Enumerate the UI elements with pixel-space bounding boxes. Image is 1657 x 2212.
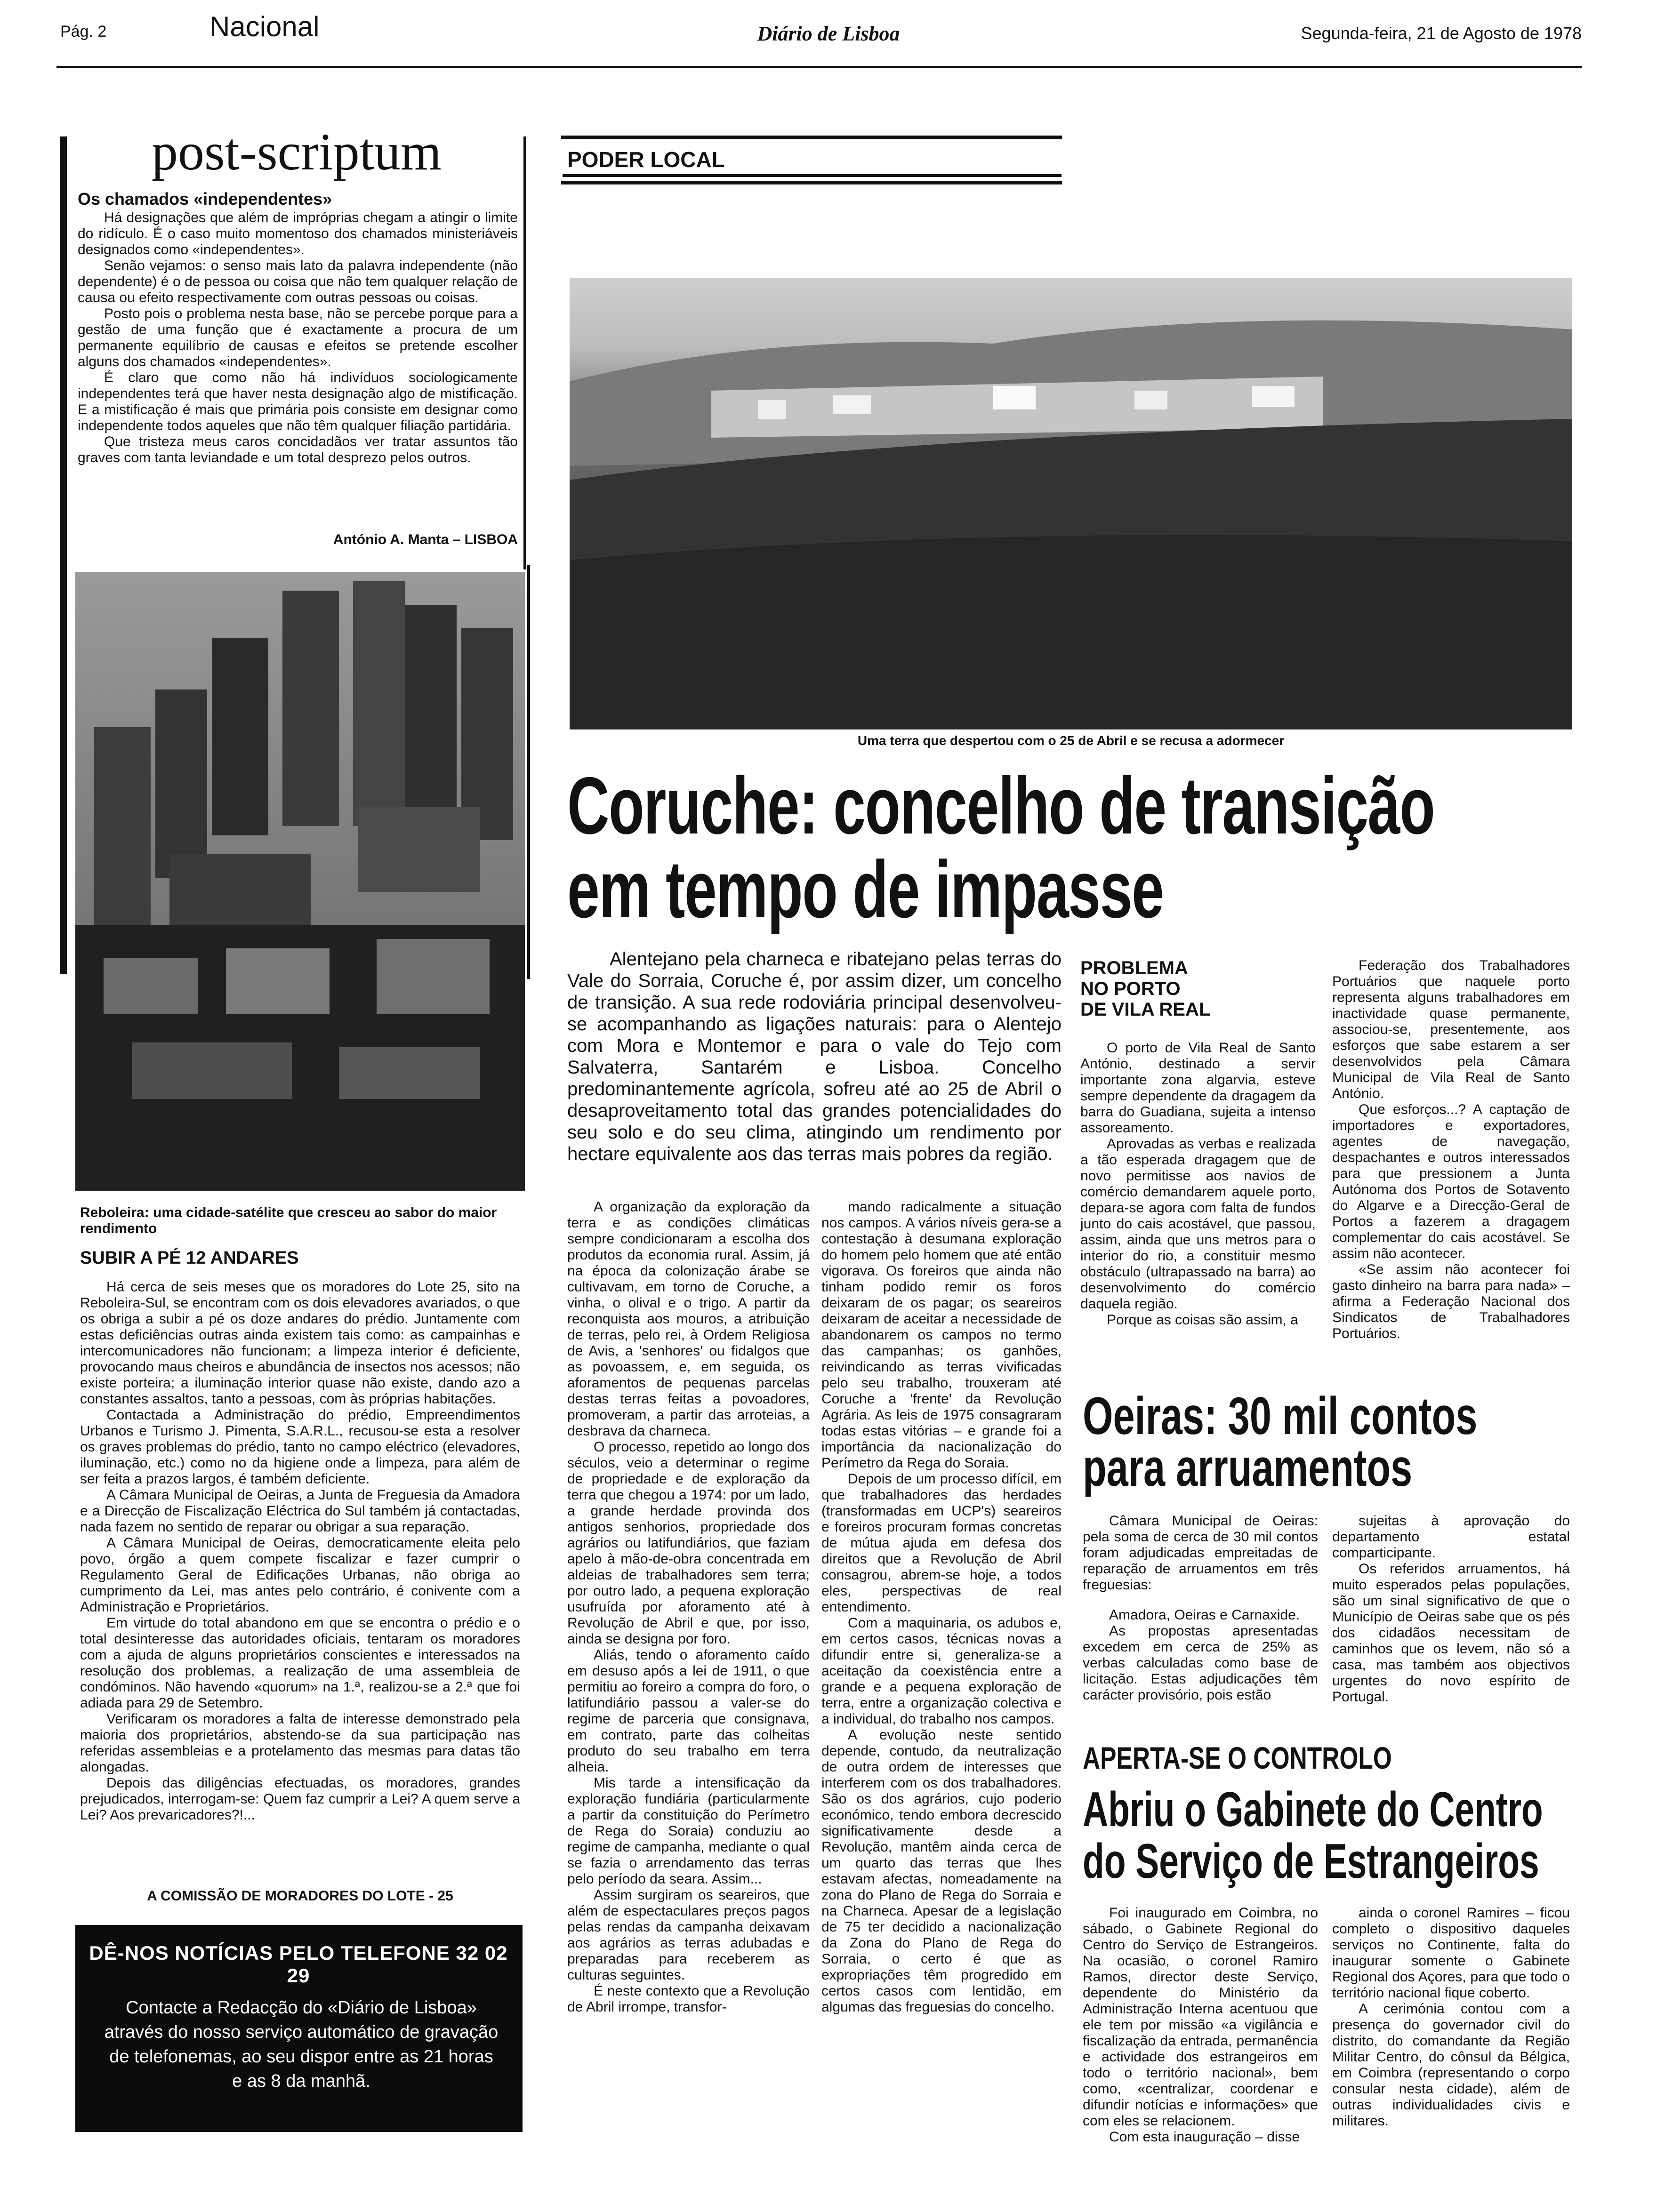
paragraph: Depois das diligências efectuadas, os moradores, grandes prejudicados, interrogam-se: Quem faz cumprir a Lei? A quem serve a Lei? Aos prevaricadores?!... <box>80 1775 520 1823</box>
estrangeiros-kicker: APERTA-SE O CONTROLO <box>1083 1740 1392 1775</box>
header-rule <box>56 66 1582 68</box>
paragraph: Há designações que além de impróprias chegam a atingir o limite do ridículo. É o caso muito momentoso dos chamados ministeriáveis designados como «independentes». <box>78 210 518 257</box>
oeiras-column-2 <box>1332 1513 1570 1705</box>
paragraph: Os referidos arruamentos, há muito esperados pelas populações, são um sinal significativo de que o Município de Oeiras sabe que os pés dos cidadãos necessitam de caminhos que os levem, não só a casa, mas também aos objectivos urgentes do novo espírito de Portugal. <box>1332 1561 1570 1705</box>
coruche-photo-caption: Uma terra que despertou com o 25 de Abril e se recusa a adormecer <box>857 733 1285 748</box>
paragraph: Mis tarde a intensificação da exploração fundiária (particularmente a partir da constituição do Perímetro de Rega do Soraia) conduziu ao regime de campanha, mediante o qual se fazia o arrendamento das terras pelo período da seara. Assim... <box>567 1775 810 1887</box>
kicker-rule-bottom <box>561 181 1062 184</box>
paragraph: Foi inaugurado em Coimbra, no sábado, o Gabinete Regional do Centro do Serviço de Estrangeiros. Na ocasião, o coronel Ramiro Ramos, director deste Serviço, dependente do Ministério da Administração Interna acentuou que ele tem por missão «a vigilância e fiscalização da entrada, permanência e actividade dos estrangeiros em todo o território nacional», bem como, «centralizar, coordenar e difundir notícias e informações» que com eles se relacionem. <box>1083 1905 1318 2129</box>
coruche-headline-line2: em tempo de impasse <box>567 844 1164 935</box>
oeiras-headline-line1: Oeiras: 30 mil contos <box>1083 1387 1478 1445</box>
vila-real-heading-line3: DE VILA REAL <box>1080 999 1211 1020</box>
paragraph: Aliás, tendo o aforamento caído em desuso após a lei de 1911, o que permitiu ao foreiro a compra do foro, o latifundiário passou a valer-se do regime de parceria que consignava, em contrato, parte das colheitas produto do seu trabalho em terra alheia. <box>567 1647 810 1775</box>
masthead: Diário de Lisboa <box>757 22 900 45</box>
vila-real-heading-line2: NO PORTO <box>1080 978 1181 999</box>
kicker-rule-top <box>561 136 1062 139</box>
paragraph: sujeitas à aprovação do departamento estatal comparticipante. <box>1332 1513 1570 1561</box>
vila-real-column-1 <box>1080 1040 1316 1328</box>
paragraph: A Câmara Municipal de Oeiras, democraticamente eleita pelo povo, órgão a quem compete fiscalizar e fazer cumprir o Regulamento Geral de Edificações Urbanas, não obriga ao cumprimento da Lei, mas antes pelo contrário, é conivente com a Administração e Proprietários. <box>80 1535 520 1615</box>
paragraph: É claro que como não há indivíduos sociologicamente independentes terá que haver nesta designação algo de mistificação. E a mistificação é mais que primária pois consiste em designar como independente todos aqueles que não têm qualquer filiação partidária. <box>78 370 518 433</box>
coruche-column-2 <box>821 1199 1062 2015</box>
paragraph: Câmara Municipal de Oeiras: pela soma de cerca de 30 mil contos foram adjudicadas empreitadas de reparação de arruamentos em três freguesias: <box>1083 1513 1318 1593</box>
post-scriptum-signature: António A. Manta – LISBOA <box>333 532 518 547</box>
paragraph: Depois de um processo difícil, em que trabalhadores das herdades (transformadas em UCP's) seareiros e foreiros procuram formas concretas de mútua ajuda em defesa dos direitos que a Revolução de Abril consagrou, abrem-se hoje, a todos eles, perspectivas de real entendimento. <box>821 1471 1062 1615</box>
coruche-photo <box>570 278 1572 729</box>
estrangeiros-column-1 <box>1083 1905 1318 2145</box>
page-header <box>0 0 1657 80</box>
paragraph: O processo, repetido ao longo dos séculos, veio a determinar o regime de propriedade e de exploração da terra que chegou a 1974: por um lado, a grande herdade provinda dos antigos senhorios, propriedade dos agrários ou latifundiários, que faziam apelo à mão-de-obra concentrada em aldeias de trabalhadores sem terra; por outro lado, a pequena exploração usufruída por aforamento até à Revolução de Abril e que, por isso, ainda se designa por foro. <box>567 1439 810 1647</box>
paragraph: É neste contexto que a Revolução de Abril irrompe, transfor- <box>567 1983 810 2015</box>
paragraph: A organização da exploração da terra e as condições climáticas sempre condicionaram a escolha dos produtos da economia rural. Assim, já na época da colonização árabe se cultivavam, em torno de Coruche, a vinha, o olival e o trigo. A partir da reconquista aos mouros, a atribuição de terras, pelo rei, à Ordem Religiosa de Avis, a 'senhores' ou fidalgos que as povoassem, e, em seguida, os aforamentos de pequenas parcelas destas terras feitas a povoadores, promoveram, a partir das arroteias, a desbrava da charneca. <box>567 1199 810 1439</box>
paragraph: A evolução neste sentido depende, contudo, da neutralização de outra ordem de interesses que interferem com os dos trabalhadores. São os dos agrários, cujo poderio económico, tendo embora decrescido significativamente desde a Revolução, mantêm ainda cerca de um quarto das terras que lhes estavam afectas, nomeadamente na zona do Plano de Rega do Sorraia e na Charneca. Apesar de a legislação de 75 ter decidido a nacionalização da Zona do Plano de Rega do Sorraia, o certo é que as expropriações têm progredido em certos casos com lentidão, em algumas das freguesias do concelho. <box>821 1727 1062 2015</box>
paragraph: Assim surgiram os seareiros, que além de espectaculares preços pagos pelas rendas da campanha deixavam aos agrários as terras adubadas e preparadas para receberem as culturas seguintes. <box>567 1887 810 1983</box>
oeiras-headline-line2: para arruamentos <box>1083 1438 1413 1497</box>
post-scriptum-body <box>78 210 518 466</box>
post-scriptum-heading: Os chamados «independentes» <box>78 189 332 208</box>
oeiras-column-1 <box>1083 1513 1318 1703</box>
paragraph: Que esforços...? A captação de importadores e exportadores, agentes de navegação, despachantes e outros interessados para que pressionem a Junta Autónoma dos Portos de Sotavento do Algarve e a Direcção-Geral de Portos a fazerem a dragagem complementar do cais acostável. Se assim não acontecer. <box>1332 1102 1570 1261</box>
post-scriptum-right-rule <box>523 136 526 569</box>
paragraph: Contactada a Administração do prédio, Empreendimentos Urbanos e Turismo J. Pimenta, S.A.R.L., recusou-se esta a resolver os graves problemas do prédio, tanto no campo eléctrico (elevadores, iluminação, etc.) como no da higiene onde a limpeza, para além de ser feita a prazos largos, é também deficiente. <box>80 1407 520 1487</box>
paragraph: A cerimónia contou com a presença do governador civil do distrito, do comandante da Região Militar Centro, do cônsul da Bélgica, em Coimbra (representando o corpo consular nesta cidade), além de outras individualidades civis e militares. <box>1332 2001 1570 2129</box>
paragraph: Com a maquinaria, os adubos e, em certos casos, técnicas novas a difundir entre si, generaliza-se a aceitação da coexistência entre a grande e a pequena exploração de terra, entre a organização colectiva e a individual, do trabalho nos campos. <box>821 1615 1062 1727</box>
paragraph: Senão vejamos: o senso mais lato da palavra independente (não dependente) é o de pessoa ou coisa que não tem qualquer relação de causa ou efeito respectivamente com outras pessoas ou coisas. <box>78 258 518 305</box>
post-scriptum-title: post-scriptum <box>152 123 442 181</box>
reboleira-caption: Reboleira: uma cidade-satélite que cresceu ao sabor do maior rendimento <box>80 1205 497 1236</box>
paragraph: As propostas apresentadas excedem em cerca de 25% as verbas calculadas como base de licitação. Estas adjudicações têm carácter provisório, pois estão <box>1083 1623 1318 1703</box>
paragraph: Verificaram os moradores a falta de interesse demonstrado pela maioria dos proprietários, abstendo-se da sua participação nas referidas assembleias e a protelamento das mesmas para datas tão alongadas. <box>80 1711 520 1775</box>
issue-date: Segunda-feira, 21 de Agosto de 1978 <box>1301 24 1582 43</box>
estrangeiros-column-2 <box>1332 1905 1570 2129</box>
paragraph: ainda o coronel Ramires – ficou completo o dispositivo daqueles serviços no Continente, falta do inaugurar somente o Gabinete Regional dos Açores, para que todo o território nacional fique coberto. <box>1332 1905 1570 2001</box>
paragraph: Federação dos Trabalhadores Portuários que naquele porto representa alguns trabalhadores em inactividade quase permanente, associou-se, presentemente, aos esforços que sabe estarem a ser desenvolvidos pela Câmara Municipal de Vila Real de Santo António. <box>1332 958 1570 1101</box>
coruche-lede: Alentejano pela charneca e ribatejano pelas terras do Vale do Sorraia, Coruche é, por assim dizer, um concelho de transição. A sua rede rodoviária principal desenvolveu-se acompanhando as ligações naturais: para o Alentejo com Mora e Montemor e para o vale do Tejo com Salvaterra, Santarém e Lisboa. Concelho predominantemente agrícola, sofreu até ao 25 de Abril o desaproveitamento total das grandes potencialidades do seu solo e do seu clima, atingindo um rendimento por hectare equivalente aos das terras mais pobres da região. <box>567 949 1062 1164</box>
reboleira-signature: A COMISSÃO DE MORADORES DO LOTE - 25 <box>147 1888 453 1904</box>
page-number: Pág. 2 <box>60 23 107 40</box>
paragraph: Posto pois o problema nesta base, não se percebe porque para a gestão de uma função que é exactamente a procura de um permanente equilíbrio de causas e efeitos se pretende escolher alguns dos chamados «independentes». <box>78 306 518 369</box>
poder-local-kicker: PODER LOCAL <box>567 147 725 172</box>
reboleira-heading: SUBIR A PÉ 12 ANDARES <box>80 1248 299 1268</box>
landscape-illustration <box>570 278 1572 729</box>
paragraph: mando radicalmente a situação nos campos. A vários níveis gera-se a contestação à desumana exploração do homem pelo homem que até então vigorava. Os foreiros que ainda não tinham podido remir os foros deixaram de os pagar; os seareiros deixaram de aceitar a necessidade de abandonarem os campos no termo das campanhas; os ganhões, reivindicando as terras vivificadas pelo seu trabalho, trouxeram até Coruche a 'frente' da Revolução Agrária. As leis de 1975 consagraram todas estas vitórias – e grande foi a importância da nacionalização do Perímetro da Rega do Soraia. <box>821 1199 1062 1471</box>
paragraph: A Câmara Municipal de Oeiras, a Junta de Freguesia da Amadora e a Direcção de Fiscalização Eléctrica do Sul também já contactadas, nada fazem no sentido de reparar ou obrigar a sua reparação. <box>80 1487 520 1535</box>
phone-ad-headline: DÊ-NOS NOTÍCIAS PELO TELEFONE 32 02 29 <box>89 1942 508 1987</box>
reboleira-photo <box>75 572 525 1191</box>
estrangeiros-headline-line1: Abriu o Gabinete do Centro <box>1083 1782 1543 1837</box>
left-column-border <box>60 136 67 974</box>
paragraph: Com esta inauguração – disse <box>1109 2129 1300 2145</box>
coruche-column-1 <box>567 1199 810 2015</box>
coruche-headline-line1: Coruche: concelho de transição <box>567 761 1435 851</box>
vila-real-column-2 <box>1332 958 1570 1342</box>
phone-ad-text: Contacte a Redacção do «Diário de Lisboa» através do nosso serviço automático de gravação de telefonemas, ao seu dispor entre as 21 horas e as 8 da manhã. <box>104 1998 499 2091</box>
paragraph: O porto de Vila Real de Santo António, destinado a servir importante zona algarvia, esteve sempre dependente da dragagem da barra do Guadiana, sujeita a intenso assoreamento. <box>1080 1040 1316 1136</box>
section-name: Nacional <box>209 11 320 42</box>
phone-ad-box <box>75 1925 523 2132</box>
kicker-rule-mid <box>563 174 1062 177</box>
left-column-right-rule <box>527 565 530 979</box>
estrangeiros-headline-line2: do Serviço de Estrangeiros <box>1083 1834 1539 1889</box>
city-buildings-illustration <box>75 572 525 1191</box>
paragraph: Amadora, Oeiras e Carnaxide. <box>1109 1607 1300 1623</box>
paragraph: Aprovadas as verbas e realizada a tão esperada dragagem que de novo permitisse aos navios de comércio demandarem aquele porto, depara-se agora com falta de fundos junto do cais acostável, que passou, assim, ainda que uns metros para o interior do rio, a constituir mesmo obstáculo (ultrapassado na barra) ao desenvolvimento do comércio daquela região. <box>1080 1136 1316 1312</box>
vila-real-heading <box>1080 958 1210 1020</box>
paragraph: Em virtude do total abandono em que se encontra o prédio e o total desinteresse das autoridades oficiais, tentaram os moradores com a ajuda de alguns proprietários conscientes e interessados na resolução dos problemas, a realização de uma assembleia de condóminos. Não havendo «quorum» na 1.ª, realizou-se a 2.ª que foi adiada para 29 de Setembro. <box>80 1615 520 1711</box>
paragraph: Que tristeza meus caros concidadãos ver tratar assuntos tão graves com tanta leviandade e um total desprezo pelos outros. <box>78 434 518 465</box>
paragraph: Há cerca de seis meses que os moradores do Lote 25, sito na Reboleira-Sul, se encontram com os dois elevadores avariados, o que os obriga a subir a pé os doze andares do prédio. Juntamente com estas deficiências outras ainda existem tais como: as campainhas e intercomunicadores não funcionam; a limpeza interior é deficiente, provocando maus cheiros e abundância de insectos nos acessos; não existe porteira; a iluminação interior quase não existe, dando azo a constantes assaltos, tanto a pessoas, com às próprias habitações. <box>80 1279 520 1407</box>
paragraph: «Se assim não acontecer foi gasto dinheiro na barra para nada» – afirma a Federação Nacional dos Sindicatos de Trabalhadores Portuários. <box>1332 1262 1570 1341</box>
vila-real-heading-line1: PROBLEMA <box>1080 958 1188 978</box>
reboleira-body <box>80 1279 520 1823</box>
paragraph: Porque as coisas são assim, a <box>1107 1312 1298 1328</box>
